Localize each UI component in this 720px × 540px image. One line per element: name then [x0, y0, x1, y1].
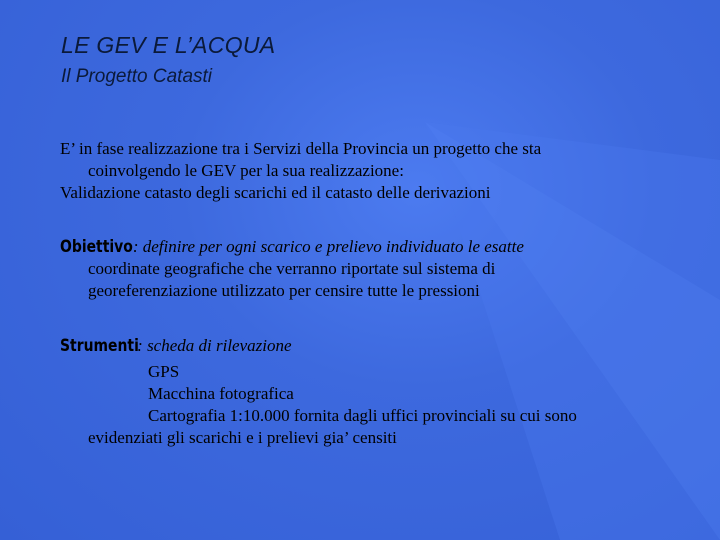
- strumenti-label: Strumenti: [60, 336, 139, 356]
- strumenti-item: GPS: [148, 362, 180, 381]
- strumenti-item: Macchina fotografica: [148, 384, 294, 403]
- strumenti-lead: [60, 335, 700, 357]
- intro-line: coinvolgendo le GEV per la sua realizzazione:: [88, 161, 404, 180]
- intro-line: Validazione catasto degli scarichi ed il catasto delle derivazioni: [60, 183, 491, 202]
- slide-subtitle: Il Progetto Catasti: [61, 66, 213, 87]
- strumenti-continuation: evidenziati gli scarichi e i prelievi gia’ censiti: [88, 428, 397, 447]
- obiettivo-label: Obiettivo: [60, 237, 133, 257]
- obiettivo-line: coordinate geografiche che verranno riportate sul sistema di: [88, 259, 496, 278]
- strumenti-text: : scheda di rilevazione: [137, 336, 292, 355]
- strumenti-paragraph: [60, 335, 700, 449]
- obiettivo-lead: [60, 236, 700, 258]
- obiettivo-text: : definire per ogni scarico e prelievo individuato le esatte: [132, 237, 524, 256]
- obiettivo-paragraph: [60, 236, 700, 302]
- intro-line: E’ in fase realizzazione tra i Servizi della Provincia un progetto che sta: [60, 139, 542, 158]
- slide-title: LE GEV E L’ACQUA: [61, 32, 276, 58]
- intro-paragraph: [60, 138, 700, 204]
- obiettivo-line: georeferenziazione utilizzato per censire tutte le pressioni: [88, 281, 480, 300]
- strumenti-item: Cartografia 1:10.000 fornita dagli uffici provinciali su cui sono: [148, 406, 577, 425]
